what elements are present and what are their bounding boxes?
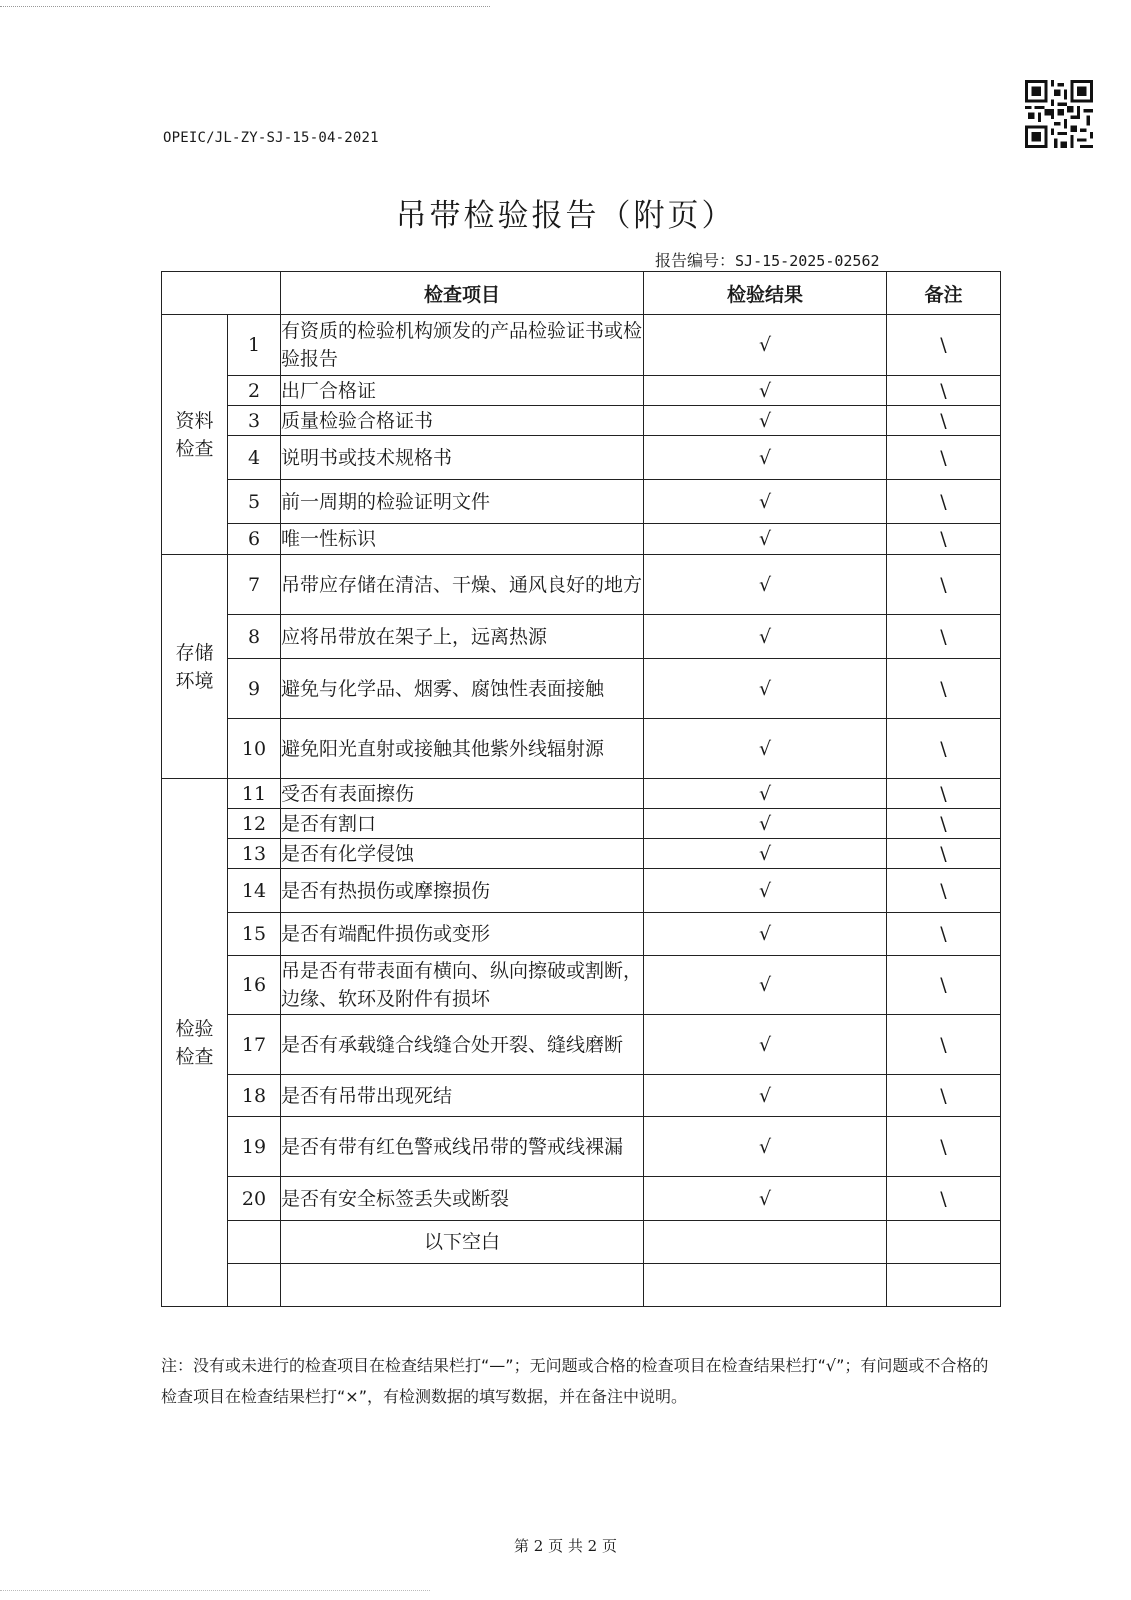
table-row — [162, 376, 1001, 406]
row-note: \ — [887, 719, 1001, 779]
row-result: √ — [644, 839, 887, 869]
row-item: 是否有热损伤或摩擦损伤 — [281, 869, 644, 913]
table-row — [162, 480, 1001, 524]
row-result: √ — [644, 406, 887, 436]
row-number: 17 — [228, 1015, 281, 1075]
scan-edge-rule — [0, 6, 490, 7]
row-result — [644, 1264, 887, 1307]
row-number: 20 — [228, 1177, 281, 1221]
table-row — [162, 659, 1001, 719]
row-note: \ — [887, 1177, 1001, 1221]
row-number: 1 — [228, 315, 281, 376]
row-number: 13 — [228, 839, 281, 869]
row-item: 质量检验合格证书 — [281, 406, 644, 436]
row-item: 是否有端配件损伤或变形 — [281, 913, 644, 956]
row-note: \ — [887, 869, 1001, 913]
table-row — [162, 779, 1001, 809]
table-row — [162, 869, 1001, 913]
row-note: \ — [887, 913, 1001, 956]
row-item: 是否有安全标签丢失或断裂 — [281, 1177, 644, 1221]
page-title: 吊带检验报告（附页） — [395, 198, 736, 234]
table-header-row — [162, 272, 1001, 315]
row-number: 14 — [228, 869, 281, 913]
row-note: \ — [887, 839, 1001, 869]
table-row — [162, 839, 1001, 869]
row-note: \ — [887, 615, 1001, 659]
qr-code-icon — [1025, 80, 1093, 148]
report-number — [655, 248, 880, 271]
row-item: 是否有割口 — [281, 809, 644, 839]
row-result: √ — [644, 956, 887, 1015]
report-number-value: SJ-15-2025-02562 — [735, 252, 880, 270]
row-item: 唯一性标识 — [281, 524, 644, 555]
header-result: 检验结果 — [644, 272, 887, 315]
row-result: √ — [644, 315, 887, 376]
row-number — [228, 1264, 281, 1307]
report-number-label: 报告编号： — [655, 251, 736, 270]
row-result: √ — [644, 436, 887, 480]
row-result: √ — [644, 869, 887, 913]
inspection-table — [161, 271, 1001, 1307]
row-result: √ — [644, 1015, 887, 1075]
row-note — [887, 1264, 1001, 1307]
row-number: 8 — [228, 615, 281, 659]
row-note: \ — [887, 809, 1001, 839]
table-row — [162, 315, 1001, 376]
table-row — [162, 524, 1001, 555]
row-result: √ — [644, 779, 887, 809]
row-result: √ — [644, 1075, 887, 1117]
row-result: √ — [644, 719, 887, 779]
row-number: 12 — [228, 809, 281, 839]
blank-below-text: 以下空白 — [281, 1221, 644, 1264]
row-number — [228, 1221, 281, 1264]
category-storage: 存储 环境 — [162, 555, 228, 779]
row-number: 11 — [228, 779, 281, 809]
table-row — [162, 406, 1001, 436]
header-note: 备注 — [887, 272, 1001, 315]
row-item: 说明书或技术规格书 — [281, 436, 644, 480]
row-result — [644, 1221, 887, 1264]
row-result: √ — [644, 524, 887, 555]
row-item: 有资质的检验机构颁发的产品检验证书或检验报告 — [281, 315, 644, 376]
row-note: \ — [887, 406, 1001, 436]
row-note: \ — [887, 436, 1001, 480]
row-number: 3 — [228, 406, 281, 436]
scan-edge-rule — [0, 1590, 430, 1591]
row-note: \ — [887, 524, 1001, 555]
table-row — [162, 956, 1001, 1015]
document-code: OPEIC/JL-ZY-SJ-15-04-2021 — [163, 130, 379, 146]
table-row — [162, 1015, 1001, 1075]
row-item: 吊是否有带表面有横向、纵向擦破或割断，边缘、软环及附件有损坏 — [281, 956, 644, 1015]
row-result: √ — [644, 809, 887, 839]
row-note: \ — [887, 659, 1001, 719]
row-item: 吊带应存储在清洁、干燥、通风良好的地方 — [281, 555, 644, 615]
row-number: 15 — [228, 913, 281, 956]
row-number: 9 — [228, 659, 281, 719]
table-row — [162, 1264, 1001, 1307]
row-note: \ — [887, 956, 1001, 1015]
row-number: 16 — [228, 956, 281, 1015]
row-number: 18 — [228, 1075, 281, 1117]
row-item: 是否有承载缝合线缝合处开裂、缝线磨断 — [281, 1015, 644, 1075]
row-item: 是否有吊带出现死结 — [281, 1075, 644, 1117]
table-row — [162, 555, 1001, 615]
table-row — [162, 913, 1001, 956]
row-number: 6 — [228, 524, 281, 555]
row-item: 应将吊带放在架子上，远离热源 — [281, 615, 644, 659]
row-note: \ — [887, 480, 1001, 524]
row-note: \ — [887, 1117, 1001, 1177]
row-note: \ — [887, 779, 1001, 809]
table-row — [162, 1177, 1001, 1221]
row-note: \ — [887, 1075, 1001, 1117]
row-result: √ — [644, 555, 887, 615]
row-item: 受否有表面擦伤 — [281, 779, 644, 809]
row-result: √ — [644, 480, 887, 524]
footnote: 注：没有或未进行的检查项目在检查结果栏打“—”；无问题或合格的检查项目在检查结果栏打“√”；有问题或不合格的检查项目在检查结果栏打“×”，有检测数据的填写数据，并在备注中说明。 — [161, 1356, 989, 1406]
row-number: 4 — [228, 436, 281, 480]
row-item: 避免阳光直射或接触其他紫外线辐射源 — [281, 719, 644, 779]
row-number: 19 — [228, 1117, 281, 1177]
row-result: √ — [644, 615, 887, 659]
row-note: \ — [887, 315, 1001, 376]
table-row — [162, 1075, 1001, 1117]
row-number: 2 — [228, 376, 281, 406]
category-docs: 资料 检查 — [162, 315, 228, 555]
row-number: 7 — [228, 555, 281, 615]
table-row — [162, 809, 1001, 839]
row-item — [281, 1264, 644, 1307]
row-result: √ — [644, 659, 887, 719]
row-item: 是否有化学侵蚀 — [281, 839, 644, 869]
row-result: √ — [644, 1117, 887, 1177]
header-item: 检查项目 — [281, 272, 644, 315]
table-row — [162, 1117, 1001, 1177]
row-result: √ — [644, 1177, 887, 1221]
row-item: 前一周期的检验证明文件 — [281, 480, 644, 524]
page-number: 第 2 页 共 2 页 — [514, 1537, 617, 1555]
row-note — [887, 1221, 1001, 1264]
table-row — [162, 615, 1001, 659]
row-number: 10 — [228, 719, 281, 779]
row-note: \ — [887, 376, 1001, 406]
table-row — [162, 436, 1001, 480]
row-item: 避免与化学品、烟雾、腐蚀性表面接触 — [281, 659, 644, 719]
row-result: √ — [644, 376, 887, 406]
row-item: 是否有带有红色警戒线吊带的警戒线裸漏 — [281, 1117, 644, 1177]
row-item: 出厂合格证 — [281, 376, 644, 406]
table-row — [162, 719, 1001, 779]
table-row — [162, 1221, 1001, 1264]
row-result: √ — [644, 913, 887, 956]
row-number: 5 — [228, 480, 281, 524]
category-inspect: 检验 检查 — [162, 779, 228, 1307]
row-note: \ — [887, 555, 1001, 615]
row-note: \ — [887, 1015, 1001, 1075]
header-blank-cell — [162, 272, 281, 315]
